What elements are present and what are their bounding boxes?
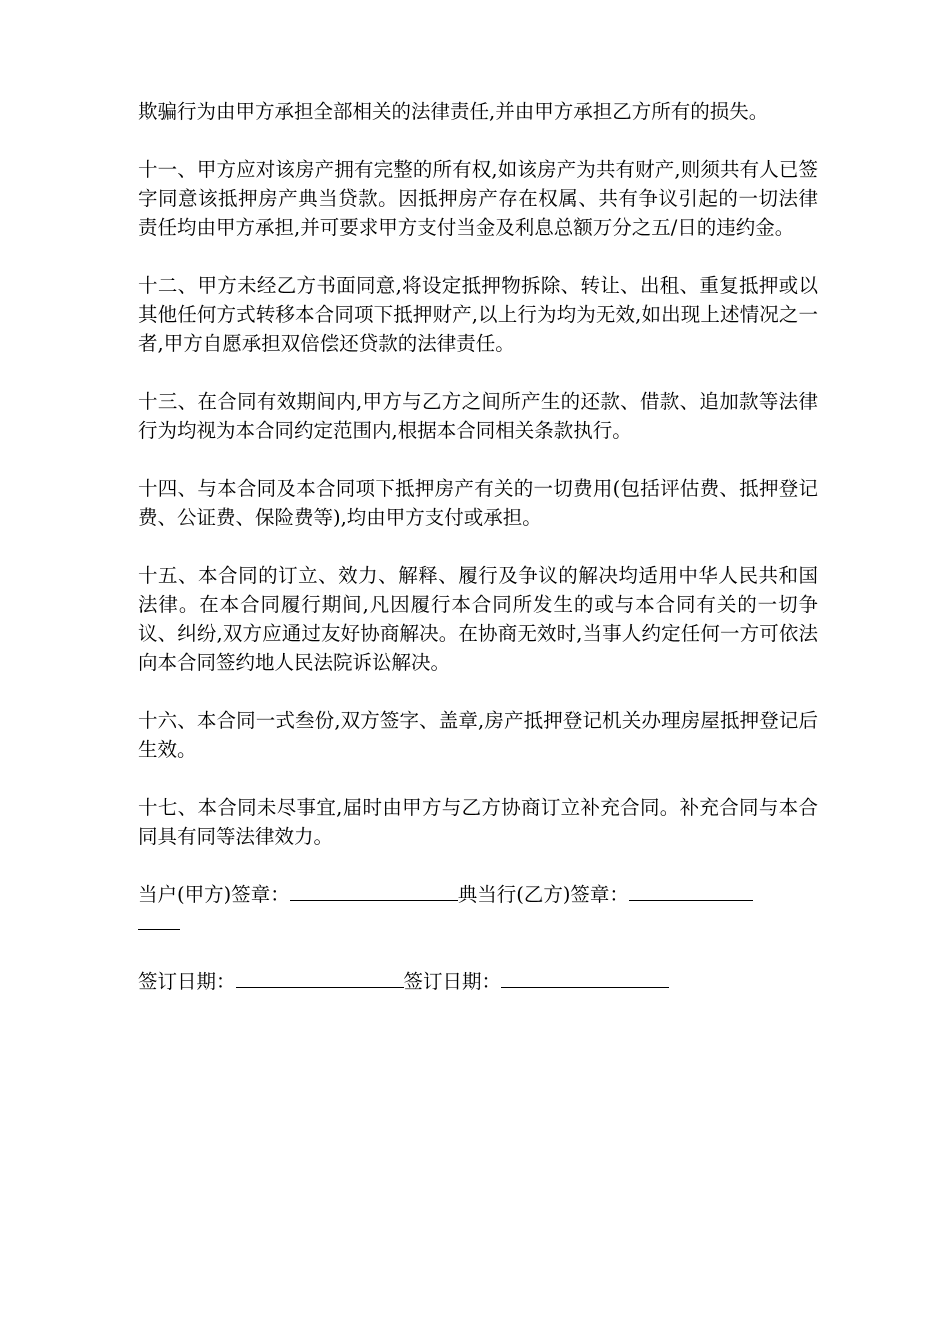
clause-11: 十一、甲方应对该房产拥有完整的所有权,如该房产为共有财产,则须共有人已签字同意该抵押房产典当贷款。因抵押房产存在权属、共有争议引起的一切法律责任均由甲方承担,并可要求甲方支付当金及利息总额万分之五/日的违约金。 bbox=[138, 158, 818, 239]
clause-15: 十五、本合同的订立、效力、解释、履行及争议的解决均适用中华人民共和国法律。在本合同履行期间,凡因履行本合同所发生的或与本合同有关的一切争议、纠纷,双方应通过友好协商解决。在协商无效时,当事人约定任何一方可依法向本合同签约地人民法院诉讼解决。 bbox=[138, 564, 818, 674]
clause-17: 十七、本合同未尽事宜,届时由甲方与乙方协商订立补充合同。补充合同与本合同具有同等法律效力。 bbox=[138, 796, 818, 848]
clause-14: 十四、与本合同及本合同项下抵押房产有关的一切费用(包括评估费、抵押登记费、公证费、保险费等),均由甲方支付或承担。 bbox=[138, 477, 818, 529]
date-line bbox=[138, 967, 818, 996]
party-b-date-label: 签订日期： bbox=[403, 970, 502, 993]
party-b-signature-blank bbox=[629, 880, 753, 901]
party-a-date-label: 签订日期： bbox=[138, 970, 236, 993]
signature-line bbox=[138, 880, 818, 938]
clause-16: 十六、本合同一式叁份,双方签字、盖章,房产抵押登记机关办理房屋抵押登记后生效。 bbox=[138, 709, 818, 761]
party-b-date-blank bbox=[501, 967, 669, 988]
clause-12: 十二、甲方未经乙方书面同意,将设定抵押物拆除、转让、出租、重复抵押或以其他任何方式转移本合同项下抵押财产,以上行为均为无效,如出现上述情况之一者,甲方自愿承担双倍偿还贷款的法律责任。 bbox=[138, 274, 818, 355]
party-a-date-blank bbox=[236, 967, 404, 988]
paragraph-continuation: 欺骗行为由甲方承担全部相关的法律责任,并由甲方承担乙方所有的损失。 bbox=[138, 100, 769, 123]
party-a-signature-blank bbox=[290, 880, 458, 901]
contract-body bbox=[138, 97, 818, 1025]
party-b-signature-blank-continued bbox=[138, 909, 180, 930]
clause-13: 十三、在合同有效期间内,甲方与乙方之间所产生的还款、借款、追加款等法律行为均视为本合同约定范围内,根据本合同相关条款执行。 bbox=[138, 390, 818, 442]
party-b-signature-label: 典当行(乙方)签章： bbox=[457, 883, 629, 906]
party-a-signature-label: 当户(甲方)签章： bbox=[138, 883, 290, 906]
